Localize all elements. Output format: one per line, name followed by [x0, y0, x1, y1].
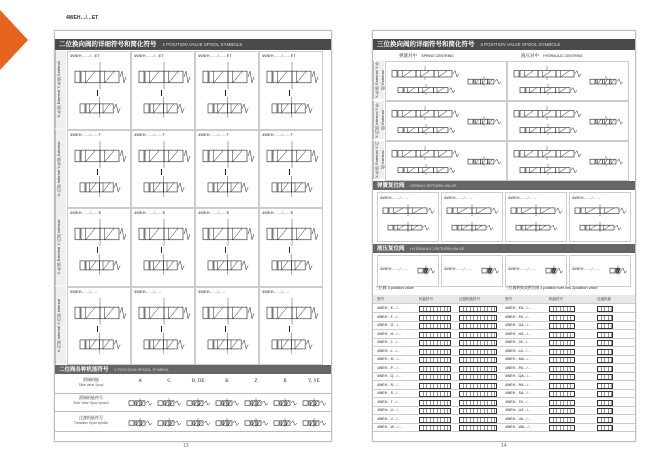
symbol-cell	[67, 51, 131, 130]
valve-code-label: 4WEH……/……T	[198, 131, 230, 137]
mini-valve-icon	[597, 306, 613, 312]
table-code-right: 4WEH…SA…/…	[505, 391, 532, 395]
valve-symbol-icon	[265, 140, 319, 169]
valve-symbol-icon	[185, 417, 211, 428]
mini-valve-icon	[597, 323, 613, 329]
spool-row-label-en: Slide Valve Spool	[78, 383, 104, 387]
mini-valve-icon	[419, 349, 451, 355]
valve-symbol-icon	[206, 253, 249, 276]
table-code-left: 4WEH…V…/…	[377, 416, 401, 421]
spool-letter: A	[138, 379, 142, 384]
table-code-right: 4WEH…JA…/…	[505, 340, 531, 344]
mini-valve-icon	[597, 400, 613, 406]
mini-valve-icon	[459, 349, 497, 355]
valve-symbol-icon	[518, 83, 578, 96]
table-code-left: 4WEH…P…/…	[377, 365, 401, 370]
symbol-cell	[195, 208, 259, 287]
spool-row-label-en: Slide Valve Spool symbol	[73, 401, 109, 405]
valve-symbol-icon	[243, 397, 269, 408]
mini-valve-icon	[459, 383, 497, 389]
symbol-cell	[259, 287, 323, 366]
valve-code-label: 4WEH……/……	[508, 195, 537, 200]
valve-symbol-icon	[381, 203, 435, 217]
mini-valve-icon	[549, 374, 575, 380]
valve-code-label: 4WEH……/……	[572, 266, 601, 271]
mini-valve-icon	[459, 366, 497, 372]
valve-symbol-icon	[270, 175, 313, 198]
mini-valve-icon	[419, 425, 451, 431]
spring-return-en: SPRING RETURN VALVE	[410, 183, 457, 188]
table-code-left: 4WEH…Q…/…	[377, 374, 402, 378]
code-table	[373, 286, 635, 436]
spool-row-divider	[55, 393, 331, 394]
symbol-cell	[131, 130, 195, 209]
valve-symbol-icon	[73, 140, 127, 169]
valve-code-label: 4WEH……/…ET	[134, 53, 164, 58]
spool-letter: C	[167, 379, 171, 384]
spool-title-cn: 二位阀各种机能符号	[59, 367, 109, 373]
table-code-right: 4WEH…QA…/…	[505, 374, 532, 378]
valve-symbol-icon	[127, 397, 153, 408]
spool-row-label-cn: 滑阀机能符号	[79, 395, 103, 400]
valve-symbol-icon	[142, 175, 185, 198]
mini-valve-icon	[419, 408, 451, 414]
table-code-left: 4WEH…S…/…	[377, 391, 401, 395]
valve-symbol-icon	[518, 123, 578, 136]
valve-symbol-icon	[386, 221, 430, 233]
table-code-left: 4WEH…T…/…	[377, 399, 401, 404]
symbol-cell	[131, 287, 195, 366]
spring-centring-cn: 弹簧对中	[399, 53, 417, 58]
valve-symbol-icon	[588, 115, 624, 127]
valve-symbol-icon	[201, 61, 255, 90]
valve-symbol-icon	[573, 203, 627, 217]
valve-code-label: 4WEH……/……	[572, 195, 601, 200]
valve-symbol-icon	[301, 417, 327, 428]
spool-row-label-cn: 滑阀机能	[83, 377, 99, 382]
symbol-cell	[195, 130, 259, 209]
spool-section-title	[55, 365, 331, 374]
mini-valve-icon	[459, 374, 497, 380]
mini-valve-icon	[419, 366, 451, 372]
valve-symbol-icon	[78, 96, 121, 119]
valve-symbol-icon	[142, 96, 185, 119]
valve-symbol-icon	[466, 75, 502, 87]
valve-code-label: 4WEH……/……T	[134, 131, 166, 137]
return-valve-cell	[441, 192, 503, 242]
hydraulic-return-title	[373, 244, 635, 253]
valve-symbol-icon	[588, 75, 624, 87]
valve-symbol-icon	[265, 218, 319, 247]
mini-valve-icon	[549, 425, 575, 431]
mini-valve-icon	[459, 391, 497, 397]
valve-symbol-icon	[270, 253, 313, 276]
code-table-header-cell: 过渡机能符号	[459, 297, 480, 301]
right-side-label: X-外部 External Y-外部 External	[374, 61, 385, 99]
mini-valve-icon	[419, 383, 451, 389]
valve-symbol-icon	[206, 332, 249, 355]
return-valve-cell	[569, 192, 631, 242]
table-code-left: 4WEH…M…/…	[377, 357, 402, 361]
mini-valve-icon	[459, 400, 497, 406]
valve-symbol-icon	[137, 140, 191, 169]
valve-symbol-icon	[390, 65, 460, 81]
right-side-label: X-外部 External Y-内部 Internal	[374, 141, 385, 179]
table-code-right: 4WEH…LA…/…	[505, 348, 531, 353]
spring-return-cn: 弹簧复位阀	[377, 183, 405, 189]
valve-symbol-icon	[156, 397, 182, 408]
hydraulic-centring-cell	[507, 101, 629, 141]
valve-symbol-icon	[544, 264, 564, 276]
right-title-cn: 三位换向阀的详细符号和简化符号	[377, 41, 475, 48]
mini-valve-icon	[549, 323, 575, 329]
mini-valve-icon	[459, 315, 497, 321]
valve-symbol-icon	[142, 332, 185, 355]
hydraulic-return-cell	[377, 255, 439, 287]
valve-symbol-icon	[137, 218, 191, 247]
table-code-right: 4WEH…MA…/…	[505, 357, 532, 361]
hydraulic-return-cell	[505, 255, 567, 287]
mini-valve-icon	[597, 425, 613, 431]
mini-valve-icon	[597, 417, 613, 423]
valve-symbol-icon	[480, 264, 500, 276]
table-code-left: 4WEH…U…/…	[377, 408, 402, 412]
table-code-left: 4WEH…F…/…	[377, 314, 401, 319]
spool-letter: Y, YE	[308, 379, 320, 384]
right-title-en: 3 POSITION VALVE SPOOL SYMBOLS	[480, 42, 561, 47]
valve-symbol-icon	[396, 83, 456, 96]
valve-symbol-icon	[214, 417, 240, 428]
left-page	[54, 30, 332, 449]
mini-valve-icon	[459, 408, 497, 414]
page-number-left: 13	[183, 443, 189, 449]
hydraulic-centring-cn: 液压对中	[521, 53, 539, 58]
valve-symbol-icon	[466, 155, 502, 167]
valve-symbol-icon	[73, 61, 127, 90]
valve-symbol-icon	[73, 297, 127, 326]
valve-symbol-icon	[185, 397, 211, 408]
table-code-right: 4WEH…RA…/…	[505, 382, 532, 387]
left-title-cn: 二位换向阀的详细符号和简化符号	[59, 41, 157, 48]
symbol-cell	[195, 287, 259, 366]
mini-valve-icon	[549, 332, 575, 338]
valve-symbol-icon	[301, 397, 327, 408]
valve-symbol-icon	[396, 163, 456, 176]
mini-valve-icon	[549, 349, 575, 355]
hydraulic-return-cell	[569, 255, 631, 287]
mini-valve-icon	[419, 391, 451, 397]
code-table-header-cell: 机能符号	[549, 297, 563, 301]
symbol-cell	[259, 130, 323, 209]
table-code-left: 4WEH…J…/…	[377, 340, 401, 344]
mini-valve-icon	[597, 357, 613, 363]
valve-code-label: 4WEH……/……ET	[262, 53, 296, 58]
table-code-left: 4WEH…R…/…	[377, 382, 402, 387]
spring-centring-label	[399, 53, 454, 59]
symbol-cell	[131, 51, 195, 130]
valve-symbol-icon	[214, 397, 240, 408]
table-right-title: 三位阀转换成两位阀 3 position turn into 2position valve	[505, 286, 598, 290]
valve-symbol-icon	[206, 175, 249, 198]
spool-row-label	[59, 415, 123, 425]
spool-row-divider	[55, 411, 331, 412]
table-code-right: 4WEH…PA…/…	[505, 365, 531, 370]
mini-valve-icon	[419, 332, 451, 338]
mini-valve-icon	[419, 374, 451, 380]
valve-symbol-icon	[512, 105, 582, 121]
mini-valve-icon	[459, 340, 497, 346]
valve-symbol-icon	[512, 145, 582, 161]
valve-code-label: 4WEH……/…ET	[70, 53, 100, 58]
symbol-cell	[67, 208, 131, 287]
left-side-label: X-外部 External Y-内部 Internal	[55, 208, 66, 286]
valve-symbol-icon	[272, 397, 298, 408]
mini-valve-icon	[549, 400, 575, 406]
valve-symbol-icon	[445, 203, 499, 217]
left-side-label: X-外部 External Y-外部 External	[55, 51, 66, 129]
valve-symbol-icon	[201, 218, 255, 247]
table-code-right: 4WEH…WA…/…	[505, 425, 533, 429]
valve-symbol-icon	[270, 96, 313, 119]
mini-valve-icon	[597, 366, 613, 372]
valve-symbol-icon	[390, 145, 460, 161]
valve-code-label: 4WEH……/……	[444, 266, 473, 271]
hydraulic-return-cn: 液压复位阀	[377, 246, 405, 252]
hydraulic-return-cell	[441, 255, 503, 287]
valve-symbol-icon	[512, 65, 582, 81]
table-row	[373, 423, 635, 432]
mini-valve-icon	[419, 323, 451, 329]
mini-valve-icon	[549, 340, 575, 346]
valve-code-label: 4WEH……/……T	[70, 131, 102, 137]
mini-valve-icon	[549, 357, 575, 363]
valve-code-label: 4WEH……/……ET	[198, 53, 232, 58]
valve-symbol-icon	[390, 105, 460, 121]
table-code-right: 4WEH…GA…/…	[505, 323, 532, 327]
valve-symbol-icon	[156, 417, 182, 428]
table-code-right: 4WEH…UA…/…	[505, 408, 532, 412]
mini-valve-icon	[419, 400, 451, 406]
spool-symbol-table	[55, 375, 331, 433]
orange-accent-shape	[0, 10, 28, 70]
right-page	[372, 30, 636, 449]
mini-valve-icon	[419, 340, 451, 346]
valve-symbol-icon	[73, 218, 127, 247]
table-code-left: 4WEH…H…/…	[377, 331, 402, 336]
valve-symbol-icon	[518, 163, 578, 176]
mini-valve-icon	[597, 383, 613, 389]
valve-symbol-icon	[450, 221, 494, 233]
valve-code-label: 4WEH……/……	[380, 195, 409, 200]
symbol-cell	[131, 208, 195, 287]
header-title: 4WEH…/…ET	[66, 15, 99, 21]
spool-row-label-en: Transition Spool symbol	[74, 421, 108, 425]
table-code-left: 4WEH…G…/…	[377, 323, 402, 327]
right-side-label: X-内部 Internal Y-外部 External	[374, 102, 385, 138]
table-left-title: 三位阀 3 position valve	[375, 286, 414, 290]
valve-symbol-icon	[127, 417, 153, 428]
code-table-header-cell: 过渡机能	[597, 297, 611, 301]
table-code-right: 4WEH…TA…/…	[505, 399, 531, 404]
return-valve-cell	[505, 192, 567, 242]
mini-valve-icon	[549, 408, 575, 414]
table-code-left: 4WEH…W…/…	[377, 425, 402, 429]
valve-code-label: 4WEH……/……	[380, 266, 409, 271]
hydraulic-centring-cell	[507, 61, 629, 101]
valve-code-label: 4WEH……/……	[262, 288, 291, 294]
valve-symbol-icon	[137, 297, 191, 326]
hydraulic-centring-label	[521, 53, 583, 59]
spool-row-label-cn: 过渡机能符号	[79, 415, 103, 420]
spool-row-divider	[55, 431, 331, 432]
table-code-left: 4WEH…L…/…	[377, 348, 401, 353]
valve-code-label: 4WEH……/……	[508, 266, 537, 271]
valve-symbol-icon	[466, 115, 502, 127]
return-valve-cell	[377, 192, 439, 242]
mini-valve-icon	[549, 417, 575, 423]
spring-centring-cell	[385, 61, 507, 101]
code-table-header	[373, 295, 635, 304]
valve-symbol-icon	[265, 61, 319, 90]
valve-symbol-icon	[78, 332, 121, 355]
valve-symbol-icon	[201, 140, 255, 169]
mini-valve-icon	[419, 357, 451, 363]
valve-symbol-icon	[509, 203, 563, 217]
left-side-label: X-内部 Internal Y-外部 External	[55, 130, 66, 208]
mini-valve-icon	[549, 383, 575, 389]
valve-symbol-icon	[608, 264, 628, 276]
symbol-cell	[259, 51, 323, 130]
valve-symbol-icon	[514, 221, 558, 233]
left-title-en: 2 POSITION VALVE SPOOL SYMBOLS	[162, 42, 243, 47]
table-code-right: 4WEH…EA…/…	[505, 306, 532, 310]
valve-code-label: 4WEH……/……	[70, 288, 99, 294]
table-code-right: 4WEH…VA…/…	[505, 416, 531, 421]
spool-letter: Z	[254, 379, 258, 384]
mini-valve-icon	[549, 306, 575, 312]
valve-symbol-icon	[78, 175, 121, 198]
valve-symbol-icon	[270, 332, 313, 355]
mini-valve-icon	[597, 391, 613, 397]
valve-symbol-icon	[272, 417, 298, 428]
valve-symbol-icon	[142, 253, 185, 276]
mini-valve-icon	[597, 315, 613, 321]
mini-valve-icon	[597, 332, 613, 338]
table-code-right: 4WEH…FA…/…	[505, 314, 531, 319]
page-number-right: 14	[501, 443, 507, 449]
mini-valve-icon	[419, 306, 451, 312]
mini-valve-icon	[419, 417, 451, 423]
valve-symbol-icon	[201, 297, 255, 326]
valve-symbol-icon	[416, 264, 436, 276]
spool-row-label	[59, 395, 123, 405]
mini-valve-icon	[597, 374, 613, 380]
mini-valve-icon	[597, 349, 613, 355]
valve-code-label: 4WEH……/……	[198, 288, 227, 294]
symbol-cell	[67, 287, 131, 366]
spring-return-title	[373, 181, 635, 190]
table-code-left: 4WEH…E…/…	[377, 306, 401, 310]
hydraulic-centring-cell	[507, 141, 629, 181]
valve-symbol-icon	[137, 61, 191, 90]
mini-valve-icon	[459, 417, 497, 423]
valve-code-label: 4WEH……/……T	[262, 131, 294, 137]
mini-valve-icon	[549, 391, 575, 397]
spring-centring-cell	[385, 141, 507, 181]
left-section-title	[55, 39, 331, 50]
left-side-label: X-内部 Internal Y-内部 Internal	[55, 287, 66, 365]
mini-valve-icon	[459, 332, 497, 338]
spring-centring-cell	[385, 101, 507, 141]
valve-code-label: 4WEH……/……E	[198, 210, 230, 215]
valve-code-label: 4WEH……/……E	[134, 210, 166, 215]
valve-symbol-icon	[78, 253, 121, 276]
valve-code-label: 4WEH……/……E	[262, 210, 294, 215]
valve-code-label: 4WEH……/……E	[70, 210, 102, 215]
valve-symbol-icon	[578, 221, 622, 233]
mini-valve-icon	[459, 323, 497, 329]
symbol-cell	[67, 130, 131, 209]
table-code-right: 4WEH…HA…/…	[505, 331, 532, 336]
right-section-title	[373, 39, 635, 50]
valve-code-label: 4WEH……/……	[134, 288, 163, 294]
mini-valve-icon	[549, 366, 575, 372]
code-table-header-cell: 型号	[505, 297, 512, 301]
valve-symbol-icon	[396, 123, 456, 136]
valve-code-label: 4WEH……/……	[444, 195, 473, 200]
mini-valve-icon	[597, 340, 613, 346]
spool-letter: D, DE	[191, 379, 205, 384]
spool-title-en: 2 POSITION SPOOL SYMBOL	[114, 367, 170, 372]
spring-centring-en: SPRING CENTRING	[421, 54, 454, 58]
hydraulic-return-en: HYDRAULIC RETURN VALVE	[410, 246, 465, 251]
spool-row-label	[59, 377, 123, 387]
code-table-header-cell: 机能符号	[419, 297, 433, 301]
spool-letter: B	[283, 379, 287, 384]
symbol-cell	[259, 208, 323, 287]
mini-valve-icon	[459, 357, 497, 363]
hydraulic-centring-en: HYDRAULIC CENTRING	[543, 54, 583, 58]
mini-valve-icon	[459, 306, 497, 312]
symbol-cell	[195, 51, 259, 130]
valve-symbol-icon	[206, 96, 249, 119]
mini-valve-icon	[419, 315, 451, 321]
valve-symbol-icon	[265, 297, 319, 326]
mini-valve-icon	[459, 425, 497, 431]
spool-letter: K	[225, 379, 229, 384]
valve-symbol-icon	[588, 155, 624, 167]
code-table-header-cell: 型号	[377, 297, 384, 301]
mini-valve-icon	[549, 315, 575, 321]
valve-symbol-icon	[243, 417, 269, 428]
mini-valve-icon	[597, 408, 613, 414]
